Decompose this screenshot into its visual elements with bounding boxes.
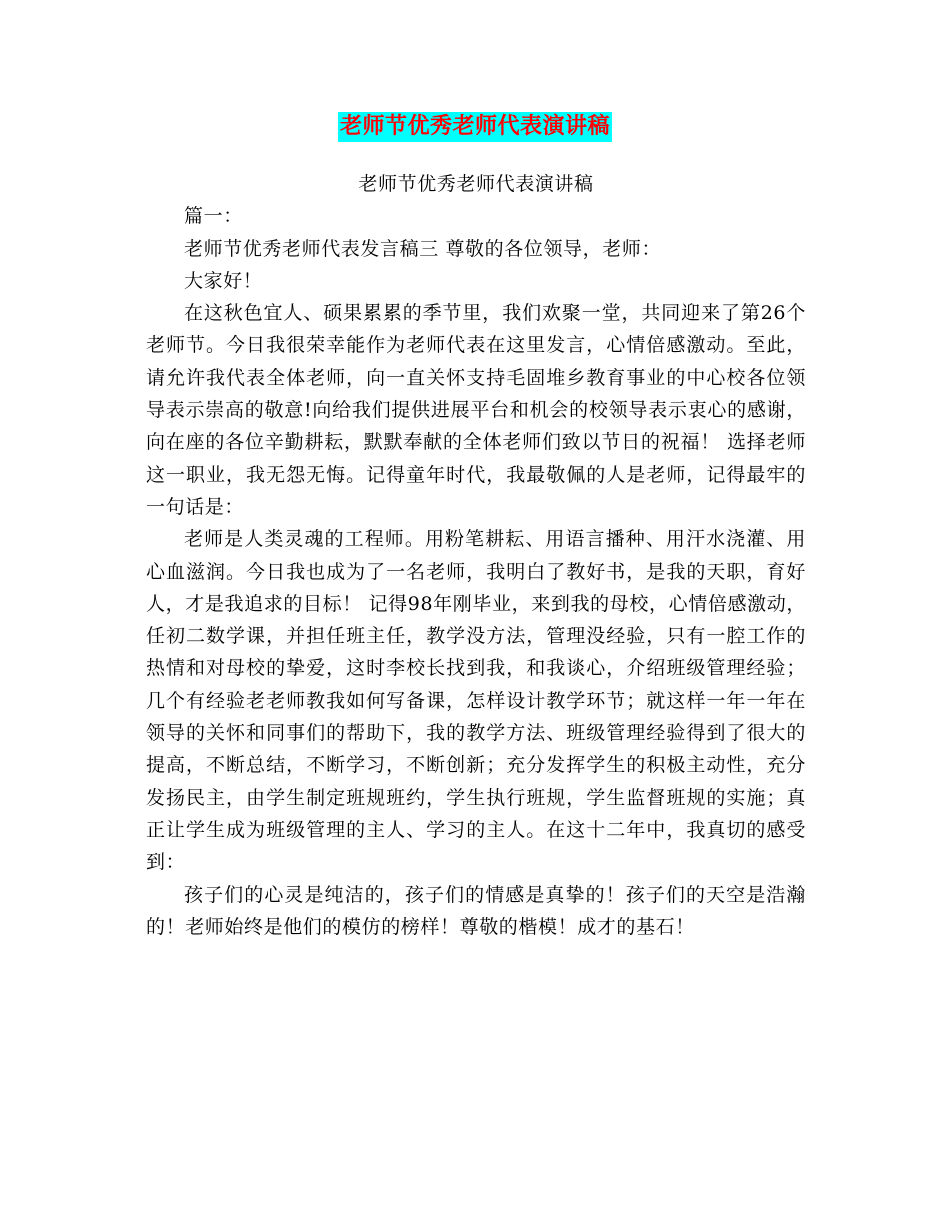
paragraph-section-label: 篇一： xyxy=(184,205,243,228)
main-title-container xyxy=(0,112,950,142)
paragraph-body: 孩子们的心灵是纯洁的，孩子们的情感是真挚的！孩子们的天空是浩瀚的！老师始终是他们的模仿的榜样！尊敬的楷模！成才的基石！ xyxy=(146,883,806,938)
subtitle: 老师节优秀老师代表演讲稿 xyxy=(358,173,594,195)
paragraph-salutation: 老师节优秀老师代表发言稿三 尊敬的各位领导，老师： xyxy=(184,237,662,260)
main-title: 老师节优秀老师代表演讲稿 xyxy=(338,112,612,142)
document-body xyxy=(146,168,806,943)
paragraph-body: 在这秋色宜人、硕果累累的季节里，我们欢聚一堂，共同迎来了第26个老师节。今日我很荣幸能作为老师代表在这里发言，心情倍感激动。至此，请允许我代表全体老师，向一直关怀支持毛固堆乡教育事业的中心校各位领导表示崇高的敬意!向给我们提供进展平台和机会的校领导表示衷心的感谢，向在座的各位辛勤耕耘，默默奉献的全体老师们致以节日的祝福！ 选择老师这一职业，我无怨无悔。记得童年时代，我最敬佩的人是老师，记得最牢的一句话是： xyxy=(146,302,806,518)
paragraph-body: 老师是人类灵魂的工程师。用粉笔耕耘、用语言播种、用汗水浇灌、用心血滋润。今日我也成为了一名老师，我明白了教好书，是我的天职，育好人，才是我追求的目标！ 记得98年刚毕业，来到我的母校，心情倍感激动，任初二数学课，并担任班主任，教学没方法，管理没经验，只有一腔工作的热情和对母校的挚爱，这时李校长找到我，和我谈心，介绍班级管理经验；几个有经验老老师教我如何写备课，怎样设计教学环节；就这样一年一年在领导的关怀和同事们的帮助下，我的教学方法、班级管理经验得到了很大的提高，不断总结，不断学习，不断创新；充分发挥学生的积极主动性，充分发扬民主，由学生制定班规班约，学生执行班规，学生监督班规的实施；真正让学生成为班级管理的主人、学习的主人。在这十二年中，我真切的感受到： xyxy=(146,528,806,874)
paragraph-greeting: 大家好！ xyxy=(184,269,263,292)
